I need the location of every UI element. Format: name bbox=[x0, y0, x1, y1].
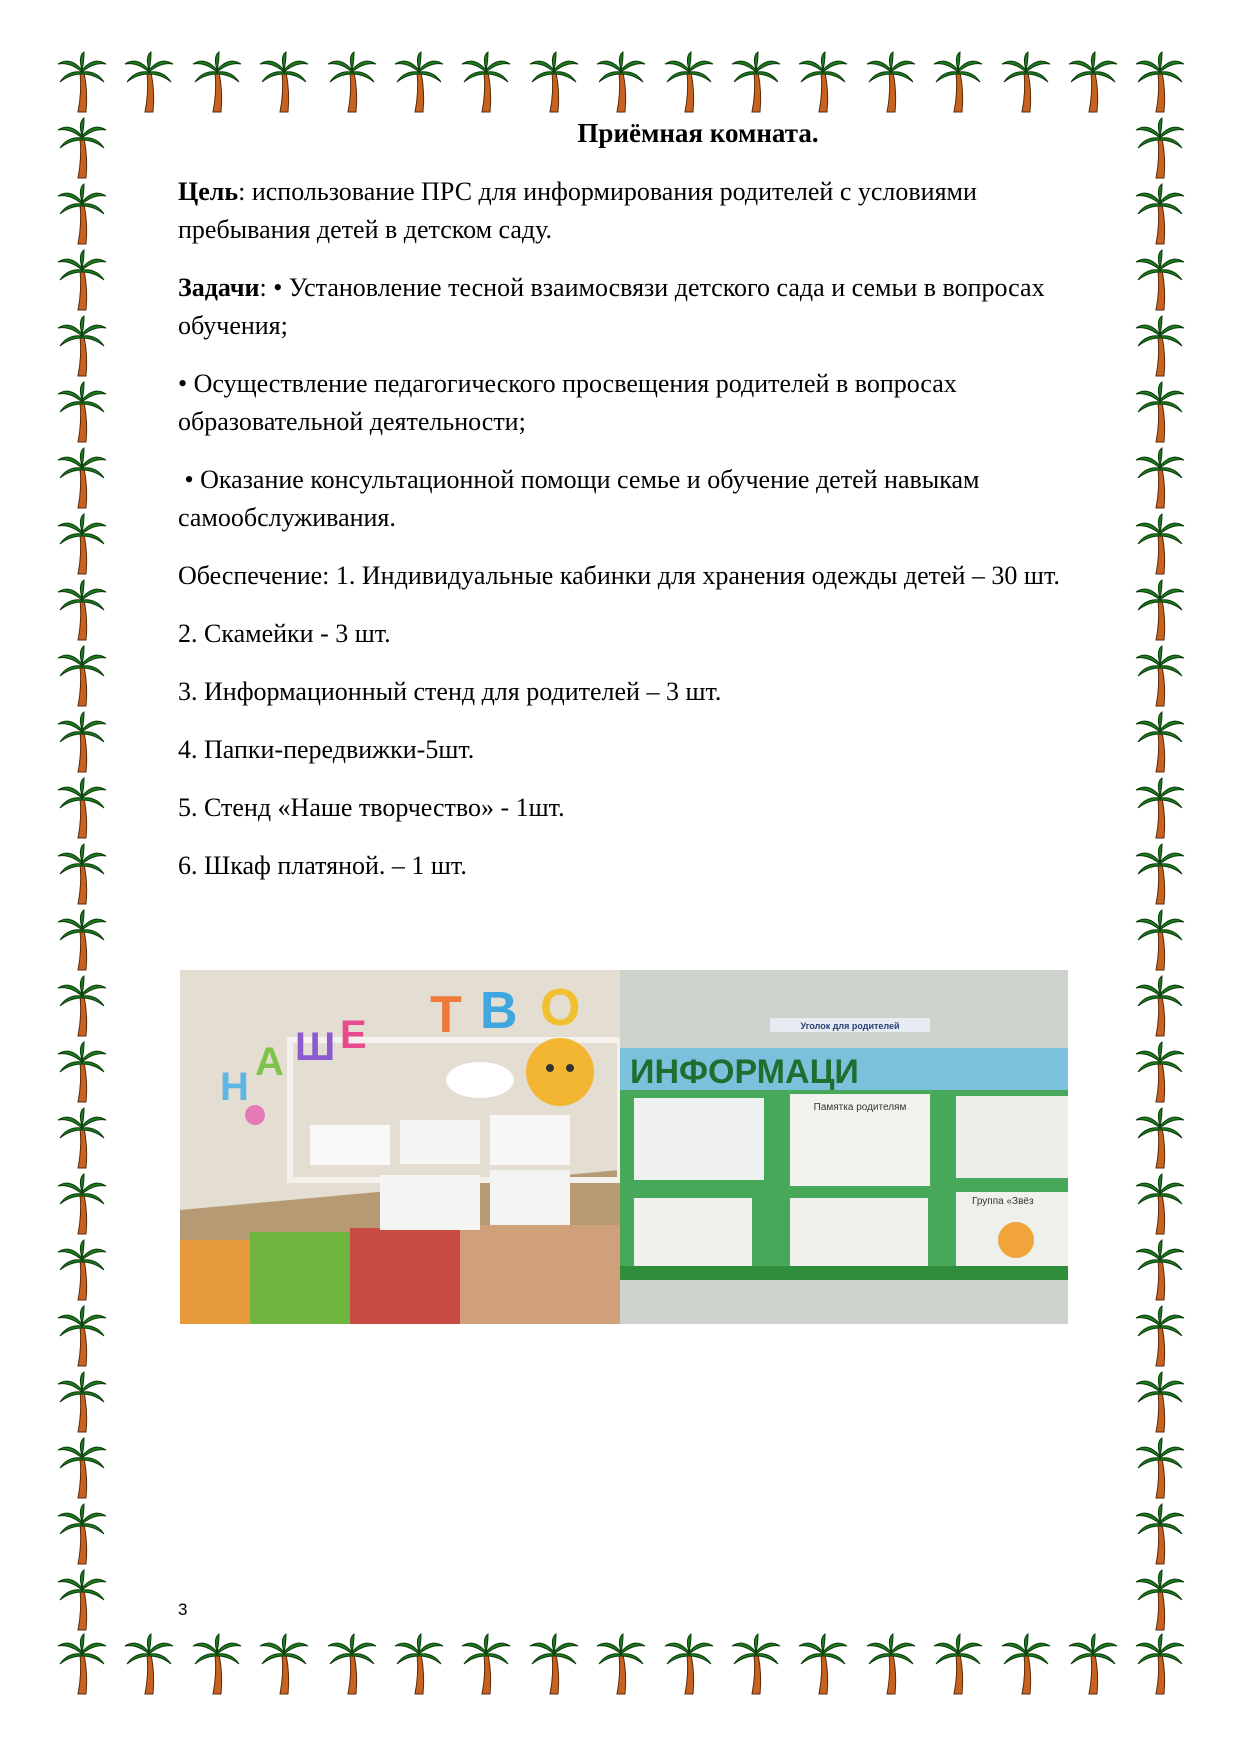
equipment-item: 2. Скамейки - 3 шт. bbox=[178, 619, 391, 648]
palm-tree-icon bbox=[1134, 1304, 1186, 1368]
palm-tree-icon bbox=[1000, 50, 1052, 114]
photo-creativity-wall bbox=[180, 970, 620, 1324]
palm-tree-icon bbox=[460, 1632, 512, 1696]
palm-tree-icon bbox=[1134, 1040, 1186, 1104]
palm-tree-icon bbox=[1134, 116, 1186, 180]
palm-tree-icon bbox=[1134, 1238, 1186, 1302]
tasks-text: : • Установление тесной взаимосвязи детского сада и семьи в вопросах обучения; bbox=[178, 273, 1045, 340]
palm-tree-icon bbox=[797, 50, 849, 114]
wall-letter: Т bbox=[430, 986, 462, 1044]
palm-tree-icon bbox=[191, 50, 243, 114]
task-item: • Осуществление педагогического просвещения родителей в вопросах образовательной деятельности; bbox=[178, 369, 957, 436]
wall-letter: В bbox=[480, 982, 518, 1040]
palm-tree-icon bbox=[1134, 182, 1186, 246]
goal-label: Цель bbox=[178, 177, 239, 206]
palm-tree-icon bbox=[56, 1568, 108, 1632]
palm-tree-icon bbox=[730, 50, 782, 114]
page-number: 3 bbox=[178, 1600, 188, 1619]
palm-tree-icon bbox=[393, 1632, 445, 1696]
palm-tree-icon bbox=[191, 1632, 243, 1696]
palm-tree-icon bbox=[56, 512, 108, 576]
palm-tree-icon bbox=[797, 1632, 849, 1696]
equipment-item: Обеспечение: 1. Индивидуальные кабинки для хранения одежды детей – 30 шт. bbox=[178, 561, 1060, 590]
palm-tree-icon bbox=[56, 1370, 108, 1434]
palm-tree-icon bbox=[1134, 1106, 1186, 1170]
palm-tree-icon bbox=[56, 1238, 108, 1302]
palm-tree-icon bbox=[56, 644, 108, 708]
poster-title: Памятка родителям bbox=[813, 1102, 907, 1113]
palm-tree-icon bbox=[56, 1502, 108, 1566]
palm-tree-icon bbox=[56, 908, 108, 972]
stand-header: Уголок для родителей bbox=[800, 1021, 900, 1031]
palm-tree-icon bbox=[1134, 710, 1186, 774]
palm-tree-icon bbox=[56, 710, 108, 774]
palm-tree-icon bbox=[56, 578, 108, 642]
palm-tree-icon bbox=[56, 1436, 108, 1500]
palm-tree-icon bbox=[326, 50, 378, 114]
palm-tree-icon bbox=[1134, 1502, 1186, 1566]
palm-tree-icon bbox=[1134, 380, 1186, 444]
palm-tree-icon bbox=[56, 842, 108, 906]
palm-tree-icon bbox=[865, 1632, 917, 1696]
palm-tree-icon bbox=[1134, 1632, 1186, 1696]
palm-tree-icon bbox=[1134, 974, 1186, 1038]
palm-tree-icon bbox=[1134, 776, 1186, 840]
palm-tree-icon bbox=[1134, 578, 1186, 642]
goal-text: : использование ПРС для информирования родителей с условиями пребывания детей в детском саду. bbox=[178, 177, 977, 244]
photo-info-stand bbox=[620, 970, 1068, 1324]
palm-tree-icon bbox=[56, 314, 108, 378]
palm-tree-icon bbox=[258, 50, 310, 114]
palm-tree-icon bbox=[1134, 512, 1186, 576]
stand-banner: ИНФОРМАЦИ bbox=[630, 1053, 859, 1091]
wall-letter: Е bbox=[340, 1013, 367, 1057]
goal-paragraph bbox=[178, 173, 1098, 249]
palm-tree-icon bbox=[1067, 1632, 1119, 1696]
palm-tree-icon bbox=[56, 776, 108, 840]
palm-tree-icon bbox=[663, 1632, 715, 1696]
palm-tree-icon bbox=[932, 1632, 984, 1696]
photos-row bbox=[180, 970, 1068, 1324]
palm-tree-icon bbox=[56, 182, 108, 246]
wall-letter: О bbox=[540, 979, 581, 1037]
palm-tree-icon bbox=[56, 380, 108, 444]
palm-tree-icon bbox=[865, 50, 917, 114]
page-title: Приёмная комната. bbox=[577, 118, 819, 148]
equipment-item: 6. Шкаф платяной. – 1 шт. bbox=[178, 851, 467, 880]
task-item: • Оказание консультационной помощи семье и обучение детей навыкам самообслуживания. bbox=[178, 465, 986, 532]
palm-tree-icon bbox=[1134, 50, 1186, 114]
palm-tree-icon bbox=[56, 1106, 108, 1170]
palm-tree-icon bbox=[1134, 248, 1186, 312]
wall-letter: А bbox=[255, 1040, 284, 1084]
palm-tree-icon bbox=[1134, 446, 1186, 510]
palm-tree-icon bbox=[528, 1632, 580, 1696]
equipment-item: 4. Папки-передвижки-5шт. bbox=[178, 735, 475, 764]
palm-tree-icon bbox=[393, 50, 445, 114]
palm-tree-icon bbox=[1134, 1172, 1186, 1236]
equipment-item: 3. Информационный стенд для родителей – 3 шт. bbox=[178, 677, 722, 706]
palm-tree-icon bbox=[56, 446, 108, 510]
palm-tree-icon bbox=[932, 50, 984, 114]
palm-tree-icon bbox=[56, 1172, 108, 1236]
palm-tree-icon bbox=[258, 1632, 310, 1696]
palm-tree-icon bbox=[528, 50, 580, 114]
wall-letter: Н bbox=[220, 1065, 249, 1109]
palm-tree-icon bbox=[56, 116, 108, 180]
group-label: Группа «Звёз bbox=[972, 1196, 1034, 1207]
palm-tree-icon bbox=[460, 50, 512, 114]
palm-tree-icon bbox=[56, 1040, 108, 1104]
tasks-label: Задачи bbox=[178, 273, 260, 302]
palm-tree-icon bbox=[730, 1632, 782, 1696]
palm-tree-icon bbox=[1134, 1568, 1186, 1632]
tasks-paragraph bbox=[178, 269, 1098, 345]
palm-tree-icon bbox=[1000, 1632, 1052, 1696]
palm-tree-icon bbox=[56, 248, 108, 312]
palm-tree-icon bbox=[595, 1632, 647, 1696]
palm-tree-icon bbox=[56, 50, 108, 114]
palm-tree-icon bbox=[1134, 1436, 1186, 1500]
palm-tree-icon bbox=[663, 50, 715, 114]
equipment-item: 5. Стенд «Наше творчество» - 1шт. bbox=[178, 793, 565, 822]
palm-tree-icon bbox=[1134, 644, 1186, 708]
palm-tree-icon bbox=[1134, 908, 1186, 972]
wall-letter: Ш bbox=[295, 1025, 336, 1069]
document-body bbox=[178, 118, 1098, 905]
palm-tree-icon bbox=[1134, 1370, 1186, 1434]
palm-tree-icon bbox=[56, 1304, 108, 1368]
palm-tree-icon bbox=[1134, 842, 1186, 906]
palm-tree-icon bbox=[326, 1632, 378, 1696]
palm-tree-icon bbox=[1134, 314, 1186, 378]
palm-tree-icon bbox=[1067, 50, 1119, 114]
palm-tree-icon bbox=[56, 1632, 108, 1696]
palm-tree-icon bbox=[595, 50, 647, 114]
palm-tree-icon bbox=[56, 974, 108, 1038]
palm-tree-icon bbox=[123, 1632, 175, 1696]
palm-tree-icon bbox=[123, 50, 175, 114]
